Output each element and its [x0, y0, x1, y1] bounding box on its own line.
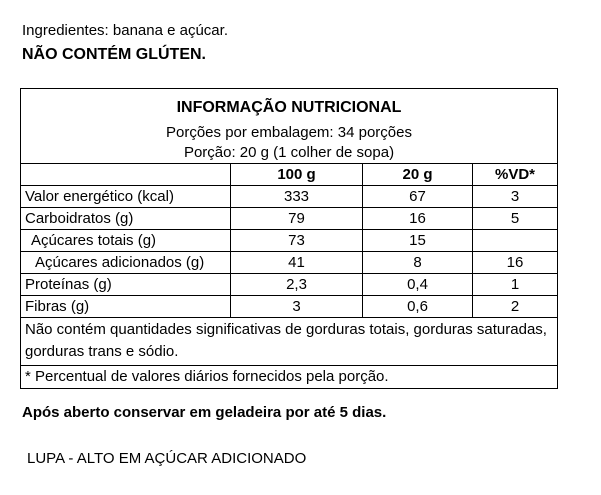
row-value-100g: 41 [231, 252, 363, 274]
row-label-energy: Valor energético (kcal) [21, 186, 231, 208]
nutrition-note: Não contém quantidades significativas de gorduras totais, gorduras saturadas, gorduras trans e sódio. [21, 318, 558, 366]
header-vd: %VD* [473, 164, 558, 186]
servings-per-package: Porções por embalagem: 34 porções [21, 123, 558, 143]
table-row [21, 208, 558, 230]
row-label-protein: Proteínas (g) [21, 274, 231, 296]
row-label-fiber: Fibras (g) [21, 296, 231, 318]
row-value-100g: 3 [231, 296, 363, 318]
lupa-warning: LUPA - ALTO EM AÇÚCAR ADICIONADO [27, 450, 307, 467]
row-value-20g: 0,6 [363, 296, 473, 318]
row-label-total-sugars: Açúcares totais (g) [21, 230, 231, 252]
row-value-100g: 79 [231, 208, 363, 230]
row-value-100g: 73 [231, 230, 363, 252]
serving-size: Porção: 20 g (1 colher de sopa) [21, 143, 558, 164]
row-value-100g: 2,3 [231, 274, 363, 296]
row-value-20g: 0,4 [363, 274, 473, 296]
storage-instructions: Após aberto conservar em geladeira por até 5 dias. [22, 404, 387, 421]
table-row [21, 252, 558, 274]
header-100g: 100 g [231, 164, 363, 186]
table-row [21, 186, 558, 208]
ingredients-text: Ingredientes: banana e açúcar. [22, 22, 228, 39]
row-label-carbs: Carboidratos (g) [21, 208, 231, 230]
row-value-vd: 3 [473, 186, 558, 208]
nutrition-title: INFORMAÇÃO NUTRICIONAL [21, 89, 558, 124]
row-value-vd: 5 [473, 208, 558, 230]
table-header-row [21, 164, 558, 186]
row-label-added-sugars: Açúcares adicionados (g) [21, 252, 231, 274]
row-value-20g: 15 [363, 230, 473, 252]
table-row [21, 296, 558, 318]
row-value-20g: 16 [363, 208, 473, 230]
header-20g: 20 g [363, 164, 473, 186]
gluten-warning: NÃO CONTÉM GLÚTEN. [22, 46, 206, 63]
row-value-20g: 8 [363, 252, 473, 274]
row-value-100g: 333 [231, 186, 363, 208]
nutrition-footnote: * Percentual de valores diários fornecidos pela porção. [21, 366, 558, 389]
row-value-vd [473, 230, 558, 252]
row-value-vd: 16 [473, 252, 558, 274]
header-blank [21, 164, 231, 186]
row-value-vd: 1 [473, 274, 558, 296]
table-row [21, 230, 558, 252]
row-value-20g: 67 [363, 186, 473, 208]
table-row [21, 274, 558, 296]
nutrition-table [20, 88, 558, 389]
row-value-vd: 2 [473, 296, 558, 318]
